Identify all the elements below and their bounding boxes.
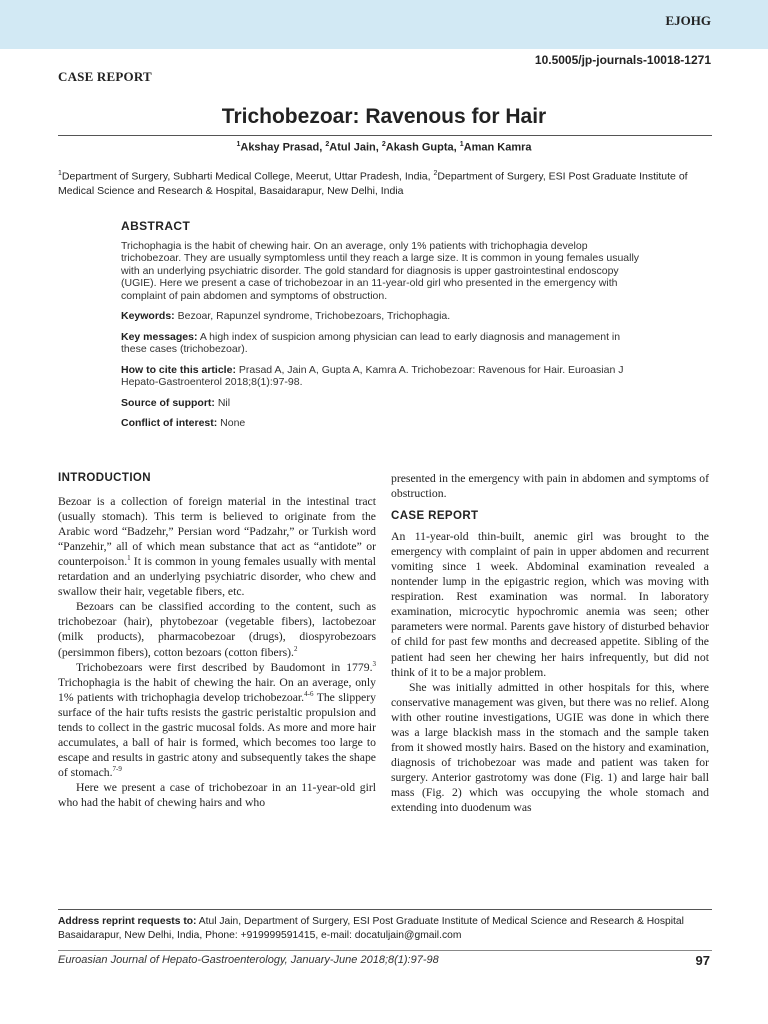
author-name: Akshay Prasad	[240, 141, 320, 154]
reprint-divider	[58, 909, 712, 910]
key-messages-text: A high index of suspicion among physician can lead to early diagnosis and management in these cases (trichobezoar).	[121, 330, 621, 355]
key-messages	[121, 331, 647, 356]
reference-mark[interactable]: 4-6	[304, 689, 314, 698]
intro-text: Bezoars can be classified according to the content, such as trichobezoar (hair), phytobezoar (vegetable fibers), lactobezoar (milk products), pharmacobezoar (drugs), diospyrobezoars (persimmon fibers), cotton bezoars (cotton fibers).	[58, 600, 376, 659]
reference-mark[interactable]: 1	[127, 554, 131, 563]
case-report-heading: CASE REPORT	[391, 510, 479, 523]
intro-text: The slippery surface of the hair tufts resists the gastric peristaltic propulsion and tends to collect in the gastric mucosal folds. As more and more hair accumulates, a ball of hair is formed, which becomes too large to escape and results in gastric atony and subsequently takes the shape of stomach.	[58, 690, 376, 779]
conflict-label: Conflict of interest:	[121, 417, 218, 429]
intro-paragraph	[58, 494, 376, 599]
author-affil-mark: 1	[236, 141, 241, 148]
affil-mark: 2	[433, 170, 438, 177]
affiliations	[58, 167, 712, 198]
abstract-heading: ABSTRACT	[121, 219, 191, 233]
keywords-text: Bezoar, Rapunzel syndrome, Trichobezoars, Trichophagia.	[177, 310, 451, 322]
page-number: 97	[695, 953, 710, 968]
title-divider	[58, 135, 712, 136]
affil-text-2: Department of Surgery, ESI Post Graduate Institute of Medical Science and Research & Hospital, Basaidarapur, New Delhi, India	[58, 170, 688, 197]
conflict-of-interest	[121, 417, 647, 430]
author-name: Aman Kamra	[463, 141, 532, 154]
reference-mark[interactable]: 7-9	[112, 765, 122, 773]
source-of-support	[121, 397, 647, 410]
footer-journal-citation: Euroasian Journal of Hepato-Gastroenterology, January-June 2018;8(1):97-98	[58, 954, 439, 966]
key-messages-label: Key messages:	[121, 330, 198, 343]
body-column-left	[58, 471, 376, 810]
keywords-label: Keywords:	[121, 310, 175, 322]
reprint-text: Atul Jain, Department of Surgery, ESI Post Graduate Institute of Medical Science and Research & Hospital Basaidarapur, New Delhi, India, Phone: +919999591415, e-mail: docatuljain@gmail.com	[58, 916, 684, 941]
case-paragraph: An 11-year-old thin-built, anemic girl was brought to the emergency with complaint of pain in upper abdomen and recurrent vomiting since 1 week. Abdominal examination revealed a nontender lump in the epigastric region, which was moving with respiration. Rest examination was normal. In laboratory examination, microcytic hypochromic anemia was seen; other parameters were normal. Parents gave history of disturbed behavior of child for past few months and decreased appetite. Sibling of the patient had seen her chewing her hairs infrequently, but did not think of it to be a major problem.	[391, 530, 709, 679]
reprint-label: Address reprint requests to:	[58, 916, 197, 927]
author-affil-mark: 2	[381, 141, 386, 148]
citation-text: Prasad A, Jain A, Gupta A, Kamra A. Trichobezoar: Ravenous for Hair. Euroasian J Hepato-Gastroenterol 2018;8(1):97-98.	[121, 363, 624, 388]
affil-text-1: Department of Surgery, Subharti Medical College, Meerut, Uttar Pradesh, India,	[61, 170, 434, 183]
article-type: CASE REPORT	[58, 69, 152, 84]
introduction-heading: INTRODUCTION	[58, 472, 151, 484]
intro-text: Bezoar is a collection of foreign material in the intestinal tract (usually stomach). This term is believed to originate from the Arabic word “Badzehr,” Persian word “Padzahr,” or Turkish word “Panzehir,” all of which mean substance that act as “antidote” or counterpoison.	[58, 495, 376, 569]
keywords	[121, 310, 647, 323]
author-name: Akash Gupta	[385, 141, 454, 154]
support-text: Nil	[217, 396, 231, 409]
reference-mark[interactable]: 2	[293, 644, 298, 653]
article-title: Trichobezoar: Ravenous for Hair	[221, 105, 547, 128]
author-name: Atul Jain	[329, 141, 376, 154]
conflict-text: None	[220, 417, 246, 429]
intro-paragraph	[58, 660, 376, 780]
citation	[121, 364, 647, 389]
abstract-block	[121, 220, 647, 438]
footer-divider	[58, 950, 712, 951]
body-column-right	[391, 471, 709, 815]
case-paragraph: She was initially admitted in other hospitals for this, where conservative management was given, but there was no relief. Along with other routine investigations, UGIE was done in which there was a large blackish mass in the stomach and the sample taken from it showed mostly hairs. Based on the history and examination, diagnosis of trichobezoar was made and patient was taken for surgery. Anterior gastrotomy was done (Fig. 1) and large hair ball mass (Fig. 2) which was occupying the whole stomach and extending into duodenum was	[391, 680, 709, 814]
abstract-body: Trichophagia is the habit of chewing hair. On an average, only 1% patients with trichophagia develop trichobezoar. They are usually symptomless until they reach a large size. It is common in young females usually with an underlying psychiatric disorder. The gold standard for diagnosis is upper gastrointestinal endoscopy (UGIE). Here we present a case of trichobezoar in an 11-year-old girl who presented in the emergency with complaint of pain abdomen and symptoms of obstruction.	[121, 239, 640, 302]
intro-paragraph-continued: presented in the emergency with pain in abdomen and symptoms of obstruction.	[391, 472, 709, 501]
intro-text: Trichobezoars were first described by Baudomont in 1779.	[76, 660, 373, 674]
reprint-address	[58, 915, 712, 943]
citation-label: How to cite this article:	[121, 363, 236, 376]
reference-mark[interactable]: 3	[372, 659, 376, 668]
doi[interactable]: 10.5005/jp-journals-10018-1271	[534, 53, 711, 67]
author-list: $^1$Akshay Prasad, $^2$Atul Jain, $^2$Akash Gupta, $^1$Aman Kamra	[236, 141, 532, 154]
author-affil-mark: 1	[459, 141, 464, 148]
intro-text: Trichophagia is the habit of chewing the hair. On an average, only 1% patients with trichophagia develop trichobezoar.	[58, 675, 376, 704]
journal-abbreviation: EJOHG	[665, 13, 711, 28]
header-band	[0, 0, 768, 49]
intro-paragraph: Here we present a case of trichobezoar in an 11-year-old girl who had the habit of chewing hairs and who	[58, 780, 376, 809]
author-affil-mark: 2	[325, 141, 330, 148]
affil-mark: 1	[58, 170, 62, 177]
intro-paragraph	[58, 599, 376, 659]
support-label: Source of support:	[121, 396, 215, 409]
intro-text: It is common in young females usually with mental retardation and an underlying psychiatric disorder, who chew and swallow their hair, vegetable fibers, etc.	[58, 555, 376, 599]
